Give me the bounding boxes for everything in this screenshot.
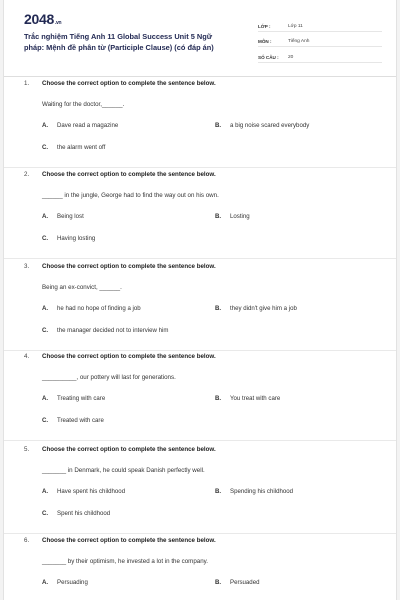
question-instruction: Choose the correct option to complete the sentence below.	[42, 80, 216, 87]
answer-option[interactable]	[215, 579, 259, 586]
question-sentence: ______ in the jungle, George had to find the way out on his own.	[42, 192, 219, 199]
question-separator	[4, 533, 396, 534]
option-letter: A.	[42, 579, 49, 586]
option-text: You treat with care	[230, 395, 281, 402]
option-text: Dave read a magazine	[57, 122, 119, 129]
header-divider	[4, 76, 396, 77]
option-letter: B.	[215, 305, 222, 312]
question-sentence: _______ in Denmark, he could speak Danish perfectly well.	[42, 467, 205, 474]
option-letter: C.	[42, 327, 49, 334]
option-letter: A.	[42, 395, 49, 402]
option-text: Have spent his childhood	[57, 488, 126, 495]
answer-option[interactable]	[215, 395, 280, 402]
question-separator	[4, 350, 396, 351]
question-number: 4.	[24, 353, 30, 360]
option-text: Persuading	[57, 579, 88, 586]
option-text: the manager decided not to interview him	[57, 327, 169, 334]
option-letter: B.	[215, 213, 222, 220]
option-letter: C.	[42, 417, 49, 424]
question-header	[24, 263, 216, 270]
option-text: the alarm went off	[57, 144, 106, 151]
question-number: 3.	[24, 263, 30, 270]
question-separator	[4, 167, 396, 168]
site-logo[interactable]	[24, 11, 61, 27]
option-text: Spending his childhood	[230, 488, 294, 495]
question-sentence: Waiting for the doctor,______.	[42, 101, 125, 108]
answer-option[interactable]	[215, 213, 250, 220]
question-instruction: Choose the correct option to complete the sentence below.	[42, 171, 216, 178]
question-sentence: _______ by their optimism, he invested a lot in the company.	[42, 558, 209, 565]
question-number: 2.	[24, 171, 30, 178]
option-text: Spent his childhood	[57, 510, 111, 517]
answer-option[interactable]	[42, 235, 95, 242]
logo-text: 2048	[24, 11, 54, 27]
question-number: 6.	[24, 537, 30, 544]
meta-subject	[258, 32, 382, 48]
question-instruction: Choose the correct option to complete the sentence below.	[42, 446, 216, 453]
question-number: 1.	[24, 80, 30, 87]
question-sentence: __________, our pottery will last for generations.	[42, 374, 176, 381]
option-letter: B.	[215, 122, 222, 129]
logo-suffix: .vn	[54, 20, 62, 26]
question-instruction: Choose the correct option to complete the sentence below.	[42, 537, 216, 544]
question-header	[24, 80, 216, 87]
meta-question-count	[258, 47, 382, 63]
option-text: they didn't give him a job	[230, 305, 297, 312]
meta-class-value: Lớp 11	[288, 23, 303, 29]
option-letter: B.	[215, 395, 222, 402]
option-text: Treating with care	[57, 395, 106, 402]
option-letter: A.	[42, 305, 49, 312]
option-letter: A.	[42, 488, 49, 495]
answer-option[interactable]	[42, 144, 105, 151]
document-page	[3, 0, 397, 600]
meta-class	[258, 16, 382, 32]
option-text: Treated with care	[57, 417, 104, 424]
question-number: 5.	[24, 446, 30, 453]
answer-option[interactable]	[215, 305, 297, 312]
question-separator	[4, 440, 396, 441]
option-text: Losting	[230, 213, 250, 220]
meta-class-label: LỚP :	[258, 23, 271, 29]
question-separator	[4, 258, 396, 259]
meta-count-label: SỐ CÂU :	[258, 54, 279, 60]
quiz-meta	[258, 16, 382, 63]
answer-option[interactable]	[42, 579, 88, 586]
option-letter: C.	[42, 510, 49, 517]
answer-option[interactable]	[42, 417, 104, 424]
option-text: Persuaded	[230, 579, 260, 586]
answer-option[interactable]	[42, 395, 105, 402]
question-instruction: Choose the correct option to complete the sentence below.	[42, 353, 216, 360]
answer-option[interactable]	[42, 510, 110, 517]
option-text: he had no hope of finding a job	[57, 305, 141, 312]
answer-option[interactable]	[42, 213, 84, 220]
option-text: a big noise scared everybody	[230, 122, 310, 129]
option-text: Having losting	[57, 235, 96, 242]
meta-subject-label: MÔN :	[258, 39, 272, 44]
meta-count-value: 20	[288, 54, 294, 60]
question-header	[24, 537, 216, 544]
option-letter: B.	[215, 579, 222, 586]
question-header	[24, 353, 216, 360]
answer-option[interactable]	[42, 305, 141, 312]
option-letter: C.	[42, 235, 49, 242]
answer-option[interactable]	[215, 488, 293, 495]
option-text: Being lost	[57, 213, 84, 220]
answer-option[interactable]	[215, 122, 309, 129]
option-letter: A.	[42, 122, 49, 129]
option-letter: C.	[42, 144, 49, 151]
question-sentence: Being an ex-convict, ______.	[42, 284, 122, 291]
document-header	[4, 0, 396, 76]
answer-option[interactable]	[42, 122, 118, 129]
meta-subject-value: Tiếng Anh	[288, 39, 310, 44]
option-letter: A.	[42, 213, 49, 220]
quiz-title: Trắc nghiệm Tiếng Anh 11 Global Success Unit 5 Ngữ pháp: Mệnh đề phân từ (Participle Clause) (có đáp án)	[24, 32, 214, 52]
option-letter: B.	[215, 488, 222, 495]
question-header	[24, 446, 216, 453]
answer-option[interactable]	[42, 327, 168, 334]
question-instruction: Choose the correct option to complete the sentence below.	[42, 263, 216, 270]
question-header	[24, 171, 216, 178]
answer-option[interactable]	[42, 488, 125, 495]
